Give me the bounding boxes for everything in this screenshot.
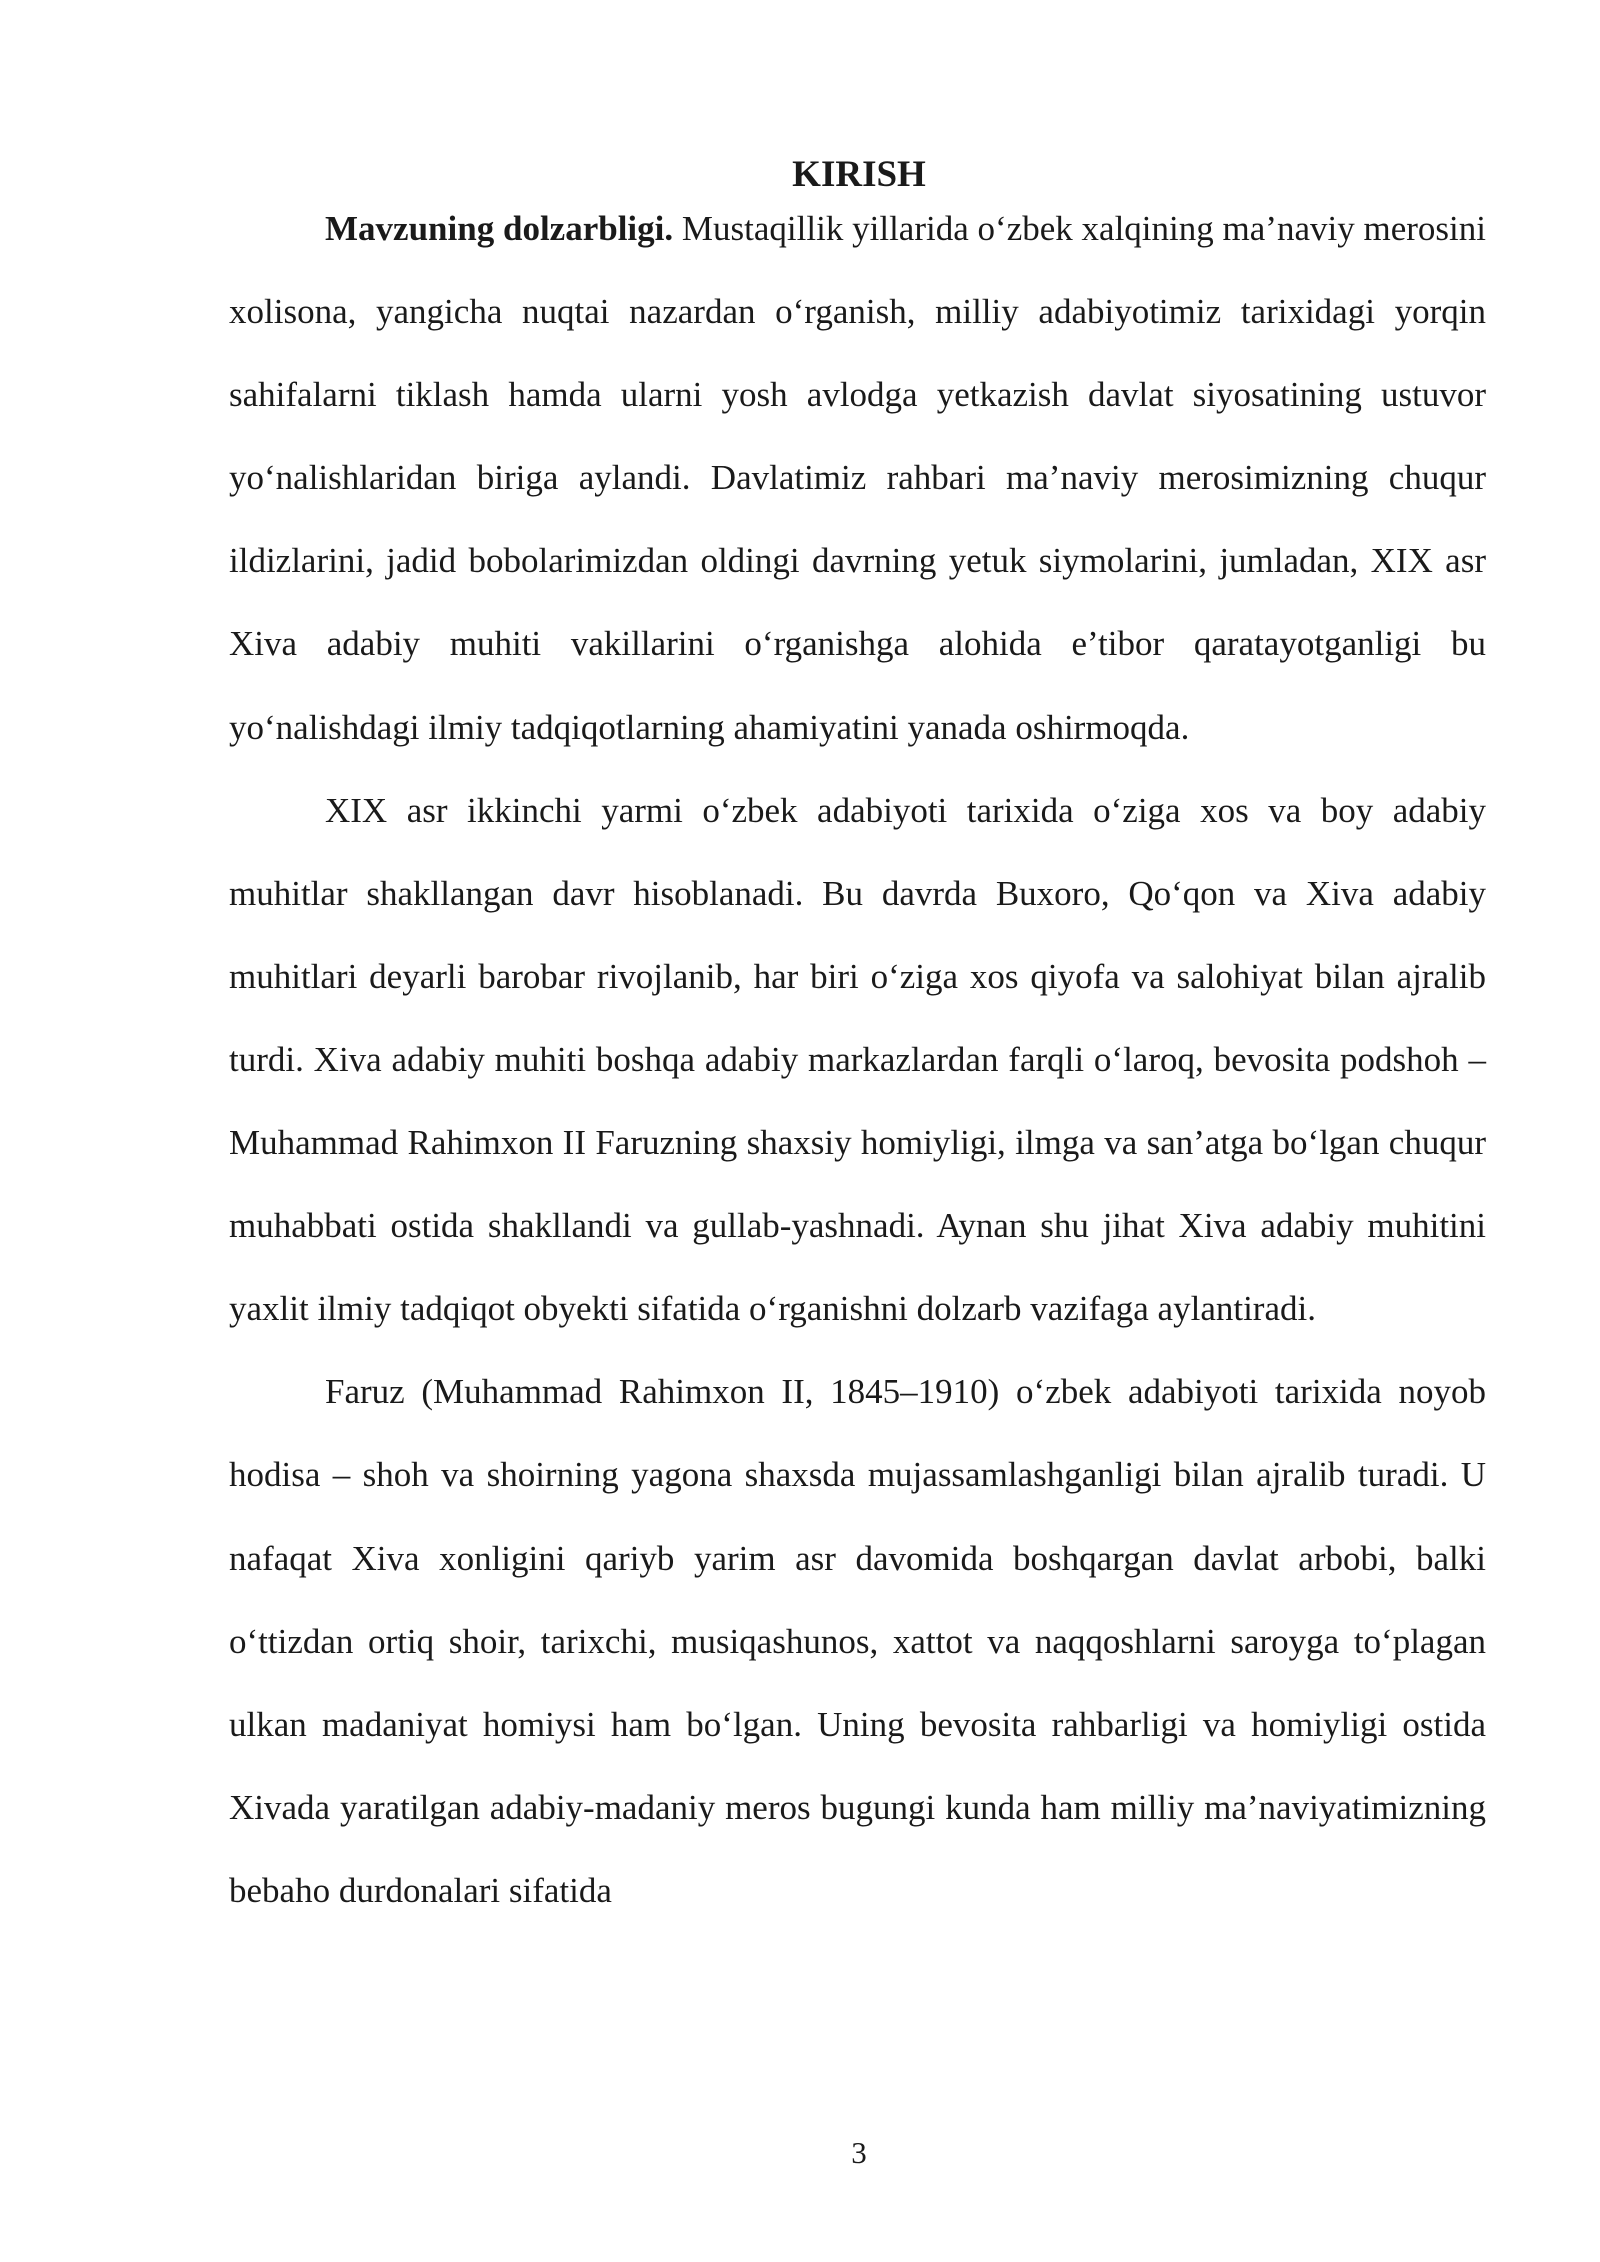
paragraph-text: Faruz (Muhammad Rahimxon II, 1845–1910) o‘zbek adabiyoti tarixida noyob hodisa – shoh va shoirning yagona shaxsda mujassamlashganligi bilan ajralib turadi. U nafaqat Xiva xonligini qariyb yarim asr davomida boshqargan davlat arbobi, balki o‘ttizdan ortiq shoir, tarixchi, musiqashunos, xattot va naqqoshlarni saroyga to‘plagan ulkan madaniyat homiysi ham bo‘lgan. Uning bevosita rahbarligi va homiyligi ostida Xivada yaratilgan adabiy-madaniy meros bugungi kunda ham milliy ma’naviyatimizning bebaho durdonalari sifatida <box>229 1372 1486 1910</box>
paragraph-literary-environment <box>229 769 1486 1351</box>
paragraph-relevance <box>229 187 1486 769</box>
body-text <box>229 187 1486 1932</box>
paragraph-faruz <box>229 1350 1486 1932</box>
paragraph-text: Mustaqillik yillarida o‘zbek xalqining ma’naviy merosini xolisona, yangicha nuqtai nazardan o‘rganish, milliy adabiyotimiz tarixidagi yorqin sahifalarni tiklash hamda ularni yosh avlodga yetkazish davlat siyosatining ustuvor yo‘nalishlaridan biriga aylandi. Davlatimiz rahbari ma’naviy merosimizning chuqur ildizlarini, jadid bobolarimizdan oldingi davrning yetuk siymolarini, jumladan, XIX asr Xiva adabiy muhiti vakillarini o‘rganishga alohida e’tibor qaratayotganligi bu yo‘nalishdagi ilmiy tadqiqotlarning ahamiyatini yanada oshirmoqda. <box>229 209 1487 747</box>
page-number: 3 <box>851 2135 867 2170</box>
paragraph-text: XIX asr ikkinchi yarmi o‘zbek adabiyoti tarixida o‘ziga xos va boy adabiy muhitlar shakllangan davr hisoblanadi. Bu davrda Buxoro, Qo‘qon va Xiva adabiy muhitlari deyarli barobar rivojlanib, har biri o‘ziga xos qiyofa va salohiyat bilan ajralib turdi. Xiva adabiy muhiti boshqa adabiy markazlardan farqli o‘laroq, bevosita podshoh – Muhammad Rahimxon II Faruzning shaxsiy homiyligi, ilmga va san’atga bo‘lgan chuqur muhabbati ostida shakllandi va gullab-yashnadi. Aynan shu jihat Xiva adabiy muhitini yaxlit ilmiy tadqiqot obyekti sifatida o‘rganishni dolzarb vazifaga aylantiradi. <box>229 790 1486 1329</box>
section-heading: KIRISH <box>792 154 926 195</box>
paragraph-lead: Mavzuning dolzarbligi. <box>325 209 674 248</box>
